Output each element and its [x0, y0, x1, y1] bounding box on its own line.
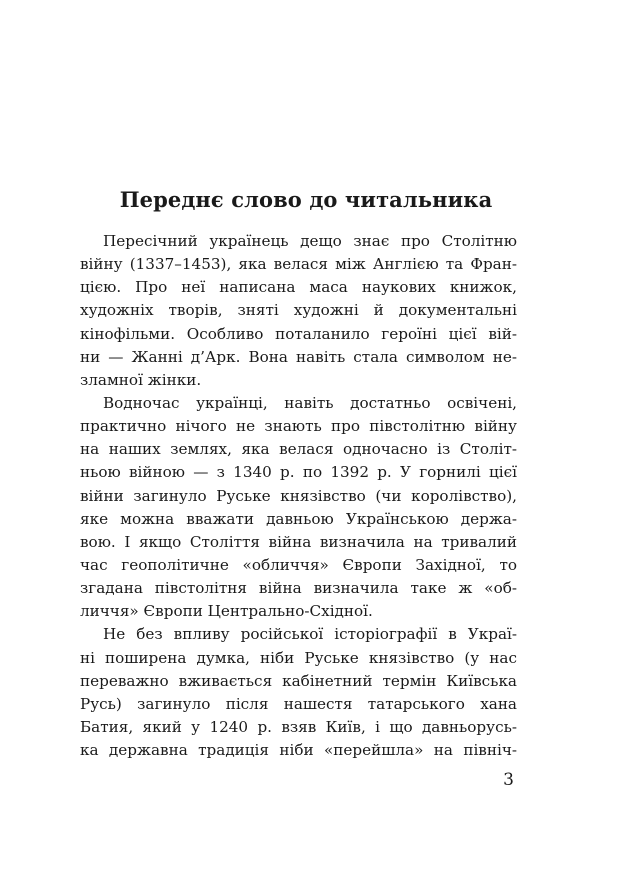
text-line: практично нічого не знають про півстолітню війну	[80, 417, 517, 436]
paragraph-3	[80, 623, 517, 762]
paragraph-2	[80, 392, 517, 623]
chapter-title: Переднє слово до читальника	[119, 187, 493, 212]
text-line: художніх творів, зняті художні й документальні	[80, 301, 517, 320]
text-line: ка державна традиція ніби «перейшла» на північ-	[80, 741, 517, 760]
text-line: вою. І якщо Століття війна визначила на тривалий	[80, 532, 517, 551]
text-line: ні поширена думка, ніби Руське князівство (у нас	[80, 648, 517, 667]
text-line: кінофільми. Особливо поталанило героїні цієї вій-	[80, 324, 517, 343]
text-line: переважно вживається кабінетний термін Київська	[80, 671, 517, 690]
text-line: Водночас українці, навіть достатньо освічені,	[103, 393, 517, 412]
text-line: цією. Про неї написана маса наукових книжок,	[80, 278, 517, 297]
text-line: личчя» Європи Центрально-Східної.	[80, 602, 373, 621]
text-line: зламної жінки.	[80, 370, 202, 389]
text-line: Батия, який у 1240 р. взяв Київ, і що давньорусь-	[80, 717, 517, 736]
text-line: ньою війною — з 1340 р. по 1392 р. У горнилі цієї	[80, 463, 517, 482]
body-text	[80, 230, 517, 762]
page-number: 3	[503, 770, 514, 790]
text-line: на наших землях, яка велася одночасно із Століт-	[80, 440, 517, 459]
text-line: Пересічний українець дещо знає про Столітню	[103, 232, 517, 250]
text-line: час геополітичне «обличчя» Європи Західної, то	[80, 555, 517, 574]
text-line: війни загинуло Руське князівство (чи королівство),	[80, 486, 517, 505]
text-line: війну (1337–1453), яка велася між Англією та Фран-	[80, 255, 517, 274]
text-line: ни — Жанні д’Арк. Вона навіть стала символом не-	[80, 347, 517, 366]
text-line: яке можна вважати давньою Українською держа-	[80, 509, 517, 528]
text-line: Не без впливу російської історіографії в Украї-	[103, 625, 517, 644]
paragraph-1	[80, 230, 517, 392]
text-line: Русь) загинуло після нашестя татарського хана	[80, 694, 517, 713]
text-line: згадана півстолітня війна визначила таке ж «об-	[80, 579, 517, 598]
